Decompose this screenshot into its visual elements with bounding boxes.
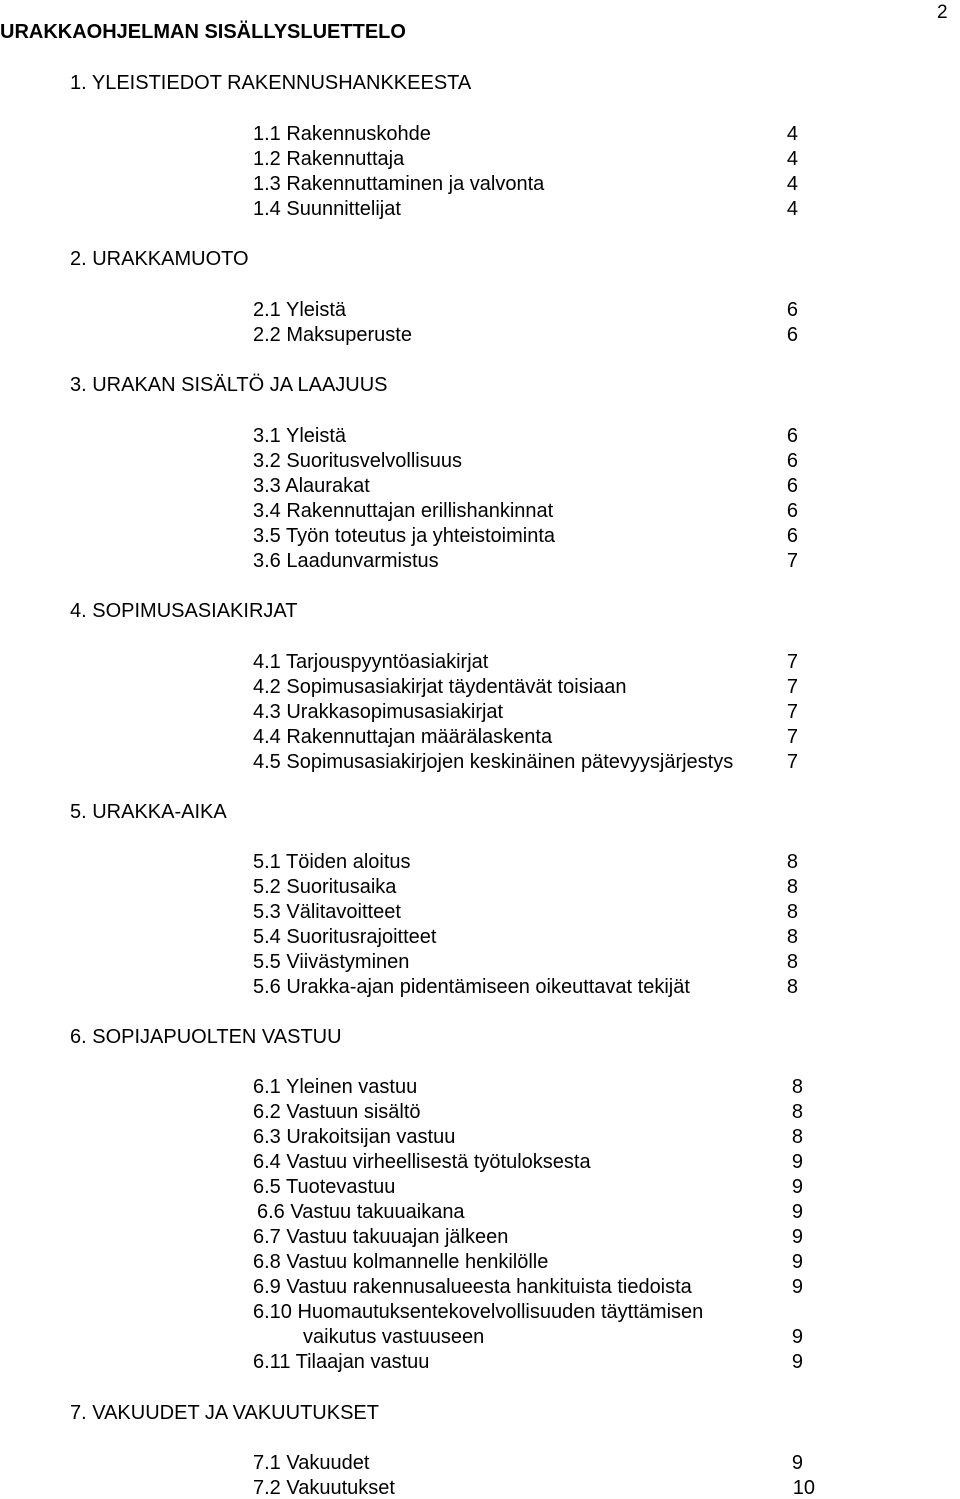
toc-entry: 6.3 Urakoitsijan vastuu [253, 1126, 456, 1148]
section-heading: 3. URAKAN SISÄLTÖ JA LAAJUUS [70, 374, 388, 396]
toc-entry: 6.8 Vastuu kolmannelle henkilölle [253, 1251, 549, 1273]
toc-entry: 2.1 Yleistä [253, 299, 347, 321]
toc-page-number: 7 [786, 726, 798, 748]
toc-page-number: 4 [786, 173, 798, 195]
toc-entry: 5.3 Välitavoitteet [253, 901, 401, 923]
toc-page-number: 9 [791, 1326, 803, 1348]
toc-entry: 6.9 Vastuu rakennusalueesta hankituista tiedoista [253, 1276, 692, 1298]
section-heading: 4. SOPIMUSASIAKIRJAT [70, 600, 298, 622]
toc-entry: 6.4 Vastuu virheellisestä työtuloksesta [253, 1151, 591, 1173]
toc-entry: 5.5 Viivästyminen [253, 951, 410, 973]
toc-entry-continuation: vaikutus vastuuseen [303, 1326, 485, 1348]
toc-entry: 7.1 Vakuudet [253, 1452, 370, 1474]
toc-page-number: 6 [786, 525, 798, 547]
toc-entry: 5.4 Suoritusrajoitteet [253, 926, 437, 948]
section-heading: 5. URAKKA-AIKA [70, 801, 227, 823]
toc-entry: 3.5 Työn toteutus ja yhteistoiminta [253, 525, 556, 547]
toc-entry: 5.2 Suoritusaika [253, 876, 397, 898]
toc-page-number: 8 [791, 1076, 803, 1098]
toc-page-number: 8 [786, 901, 798, 923]
toc-page-number: 8 [786, 976, 798, 998]
toc-page-number: 7 [786, 751, 798, 773]
toc-entry: 4.4 Rakennuttajan määrälaskenta [253, 726, 553, 748]
toc-page-number: 7 [786, 550, 798, 572]
toc-entry: 5.1 Töiden aloitus [253, 851, 411, 873]
toc-page-number: 9 [791, 1276, 803, 1298]
section-heading: 7. VAKUUDET JA VAKUUTUKSET [70, 1402, 379, 1424]
toc-entry: 6.2 Vastuun sisältö [253, 1101, 421, 1123]
toc-page-number: 4 [786, 148, 798, 170]
toc-page-number: 8 [786, 926, 798, 948]
toc-page-number: 7 [786, 676, 798, 698]
toc-entry: 7.2 Vakuutukset [253, 1477, 395, 1499]
toc-entry: 1.2 Rakennuttaja [253, 148, 405, 170]
toc-entry: 6.11 Tilaajan vastuu [253, 1351, 430, 1373]
toc-page-number: 9 [791, 1176, 803, 1198]
toc-page-number: 9 [791, 1151, 803, 1173]
toc-page-number: 4 [786, 198, 798, 220]
toc-page-number: 6 [786, 500, 798, 522]
toc-entry: 4.5 Sopimusasiakirjojen keskinäinen pätevyysjärjestys [253, 751, 734, 773]
section-heading: 1. YLEISTIEDOT RAKENNUSHANKKEESTA [70, 72, 472, 94]
toc-entry: 5.6 Urakka-ajan pidentämiseen oikeuttavat tekijät [253, 976, 690, 998]
toc-entry: 6.6 Vastuu takuuaikana [257, 1201, 465, 1223]
toc-entry: 1.3 Rakennuttaminen ja valvonta [253, 173, 545, 195]
toc-entry: 4.2 Sopimusasiakirjat täydentävät toisiaan [253, 676, 627, 698]
toc-entry: 1.1 Rakennuskohde [253, 123, 431, 145]
toc-page-number: 6 [786, 324, 798, 346]
toc-page-number: 6 [786, 450, 798, 472]
toc-entry: 1.4 Suunnittelijat [253, 198, 401, 220]
toc-entry: 3.4 Rakennuttajan erillishankinnat [253, 500, 554, 522]
toc-page-number: 8 [791, 1101, 803, 1123]
toc-entry: 3.6 Laadunvarmistus [253, 550, 439, 572]
toc-page-number: 8 [791, 1126, 803, 1148]
toc-page-number: 7 [786, 651, 798, 673]
toc-page-number: 9 [791, 1251, 803, 1273]
page-number: 2 [937, 2, 948, 23]
section-heading: 6. SOPIJAPUOLTEN VASTUU [70, 1026, 342, 1048]
toc-page-number: 6 [786, 475, 798, 497]
toc-entry: 3.2 Suoritusvelvollisuus [253, 450, 462, 472]
toc-page-number: 6 [786, 299, 798, 321]
toc-page-number: 4 [786, 123, 798, 145]
document-title: URAKKAOHJELMAN SISÄLLYSLUETTELO [0, 21, 406, 43]
toc-page-number: 8 [786, 951, 798, 973]
toc-entry: 6.7 Vastuu takuuajan jälkeen [253, 1226, 509, 1248]
toc-page-number: 8 [786, 876, 798, 898]
section-heading: 2. URAKKAMUOTO [70, 248, 249, 270]
toc-entry: 4.1 Tarjouspyyntöasiakirjat [253, 651, 489, 673]
toc-page-number: 9 [791, 1201, 803, 1223]
toc-page-number: 6 [786, 425, 798, 447]
toc-entry: 6.5 Tuotevastuu [253, 1176, 396, 1198]
toc-entry: 6.1 Yleinen vastuu [253, 1076, 418, 1098]
toc-page-number: 7 [786, 701, 798, 723]
toc-page-number: 10 [792, 1477, 815, 1499]
toc-entry: 4.3 Urakkasopimusasiakirjat [253, 701, 504, 723]
toc-entry: 3.1 Yleistä [253, 425, 347, 447]
toc-entry: 3.3 Alaurakat [253, 475, 370, 497]
toc-page-number: 9 [791, 1351, 803, 1373]
toc-page-number: 8 [786, 851, 798, 873]
toc-entry: 6.10 Huomautuksentekovelvollisuuden täyttämisen [253, 1301, 704, 1323]
toc-entry: 2.2 Maksuperuste [253, 324, 412, 346]
toc-page-number: 9 [791, 1452, 803, 1474]
toc-page-number: 9 [791, 1226, 803, 1248]
